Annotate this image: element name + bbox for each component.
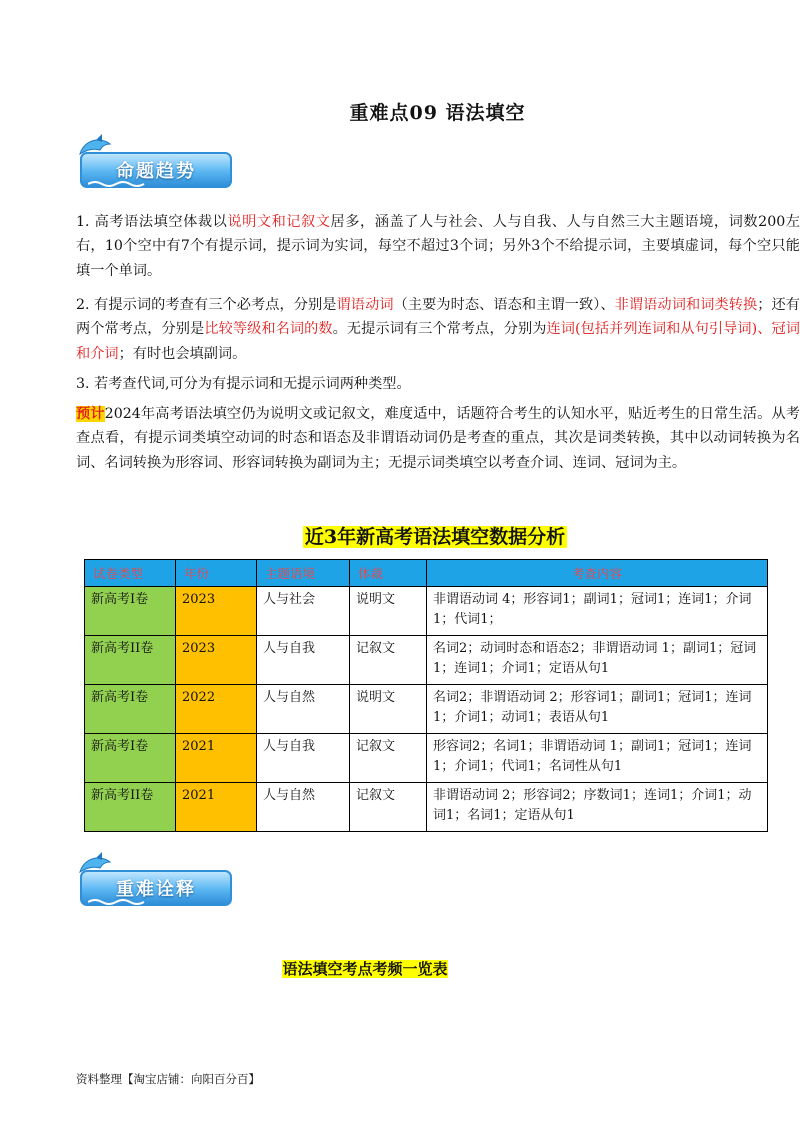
cell-theme: 人与自我 [257, 636, 350, 685]
cell-content: 非谓语动词 2；形容词2；序数词1；连词1；介词1；动词1；名词1；定语从句1 [427, 783, 768, 832]
wave-icon [88, 898, 148, 906]
table-row [85, 685, 768, 734]
cell-theme: 人与社会 [257, 587, 350, 636]
paragraph-4: 预计2024年高考语法填空仍为说明文或记叙文，难度适中，话题符合考生的认知水平，贴近考生的日常生活。从考查点看，有提示词类填空动词的时态和语态及非谓语动词仍是考查的重点，其次是词类转换，其中以动词转换为名词、名词转换为形容词、形容词转换为副词为主；无提示词类填空以考查介词、连词、冠词为主。 [76, 406, 800, 471]
cell-genre: 记叙文 [350, 636, 427, 685]
section-badge-trend [80, 140, 234, 190]
cell-content: 名词2；非谓语动词 2；形容词1；副词1；冠词1；连词1；介词1；动词1；表语从句1 [427, 685, 768, 734]
section-label: 命题趋势 [116, 161, 196, 182]
page-title: 重难点09 语法填空 [349, 102, 526, 124]
wave-icon [88, 180, 148, 188]
cell-paper: 新高考I卷 [85, 685, 176, 734]
section-badge-explain [80, 858, 234, 908]
cell-paper: 新高考II卷 [85, 636, 176, 685]
cell-year: 2023 [176, 636, 257, 685]
cell-theme: 人与自我 [257, 734, 350, 783]
header-content: 考查内容 [427, 560, 768, 587]
cell-year: 2022 [176, 685, 257, 734]
cell-year: 2021 [176, 783, 257, 832]
cell-genre: 记叙文 [350, 783, 427, 832]
table-row [85, 783, 768, 832]
header-year: 年份 [176, 560, 257, 587]
table-row [85, 734, 768, 783]
header-paper-type: 试卷类型 [85, 560, 176, 587]
paragraph-3: 3. 若考查代词,可分为有提示词和无提示词两种类型。 [76, 376, 411, 392]
cell-theme: 人与自然 [257, 685, 350, 734]
cell-paper: 新高考I卷 [85, 587, 176, 636]
table-row [85, 636, 768, 685]
header-theme: 主题语境 [257, 560, 350, 587]
subtitle: 语法填空考点考频一览表 [282, 960, 448, 978]
cell-content: 名词2；动词时态和语态2；非谓语动词 1；副词1；冠词1；连词1；介词1；定语从句1 [427, 636, 768, 685]
table-header-row [85, 560, 768, 587]
cell-content: 形容词2；名词1；非谓语动词 1；副词1；冠词1；连词1；介词1；代词1；名词性从句1 [427, 734, 768, 783]
table-row [85, 587, 768, 636]
cell-genre: 说明文 [350, 685, 427, 734]
forecast-label: 预计 [76, 406, 105, 422]
cell-genre: 说明文 [350, 587, 427, 636]
cell-content: 非谓语动词 4；形容词1；副词1；冠词1；连词1；介词1；代词1； [427, 587, 768, 636]
cell-paper: 新高考II卷 [85, 783, 176, 832]
cell-paper: 新高考I卷 [85, 734, 176, 783]
paragraph-1: 1. 高考语法填空体裁以说明文和记叙文居多，涵盖了人与社会、人与自我、人与自然三大主题语境，词数200左右，10个空中有7个有提示词，提示词为实词，每空不超过3个词；另外3个不给提示词，主要填虚词，每个空只能填一个单词。 [76, 214, 800, 279]
header-genre: 体裁 [350, 560, 427, 587]
cell-genre: 记叙文 [350, 734, 427, 783]
footer-note: 资料整理【淘宝店铺：向阳百分百】 [76, 1072, 260, 1086]
data-table [84, 559, 768, 832]
section-label: 重难诠释 [116, 879, 196, 900]
table-title: 近3年新高考语法填空数据分析 [304, 526, 566, 548]
cell-year: 2021 [176, 734, 257, 783]
cell-year: 2023 [176, 587, 257, 636]
cell-theme: 人与自然 [257, 783, 350, 832]
paragraph-2: 2. 有提示词的考查有三个必考点，分别是谓语动词（主要为时态、语态和主谓一致）、非谓语动词和词类转换；还有两个常考点，分别是比较等级和名词的数。无提示词有三个常考点，分别为连词(包括并列连词和从句引导词)、冠词和介词；有时也会填副词。 [76, 297, 800, 362]
